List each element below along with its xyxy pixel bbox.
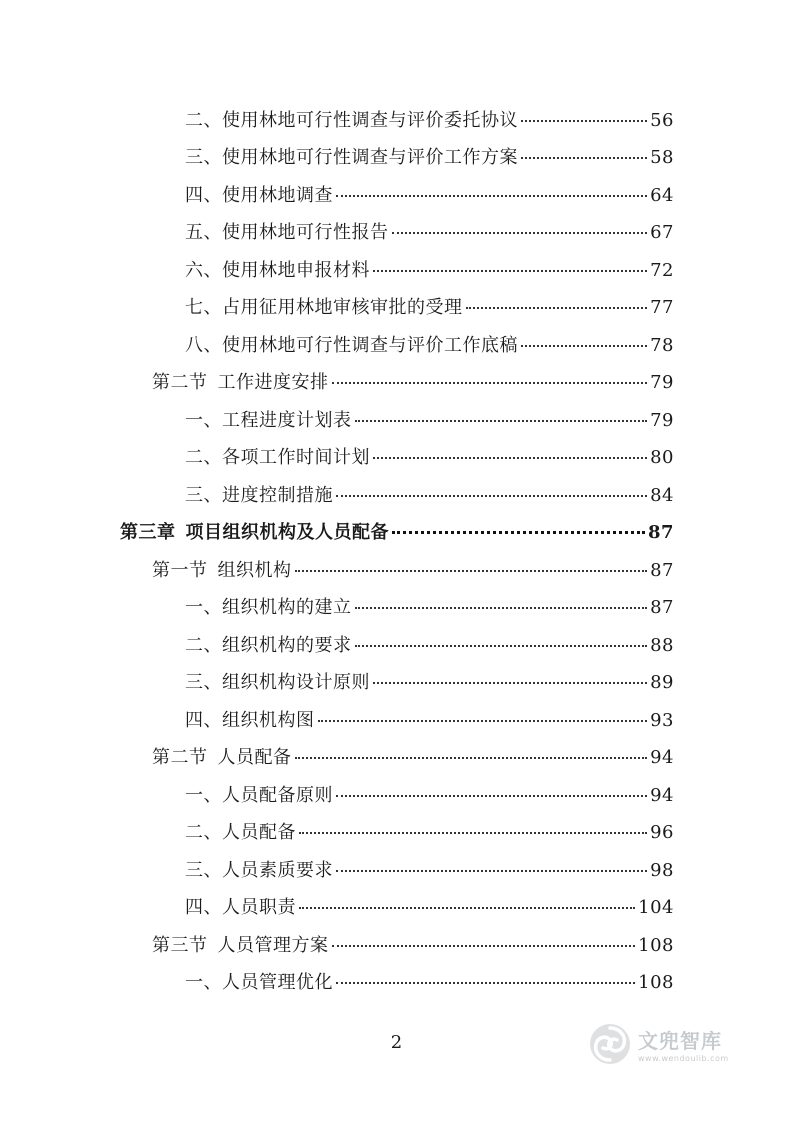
- toc-entry-label: 三、: [185, 484, 222, 506]
- toc-page-number: 93: [650, 709, 674, 731]
- toc-page-number: 56: [650, 109, 674, 131]
- toc-dot-leader: [295, 757, 648, 759]
- toc-entry-title: [185, 331, 518, 357]
- toc-page-number: 78: [650, 334, 674, 356]
- toc-entry-heading: 人员配备: [222, 822, 296, 844]
- toc-dot-leader: [373, 457, 647, 459]
- toc-entry-title: [185, 406, 352, 432]
- toc-entry-heading: 工作进度安排: [217, 372, 329, 394]
- toc-dot-leader: [355, 420, 648, 422]
- watermark-title: 文兜智库: [638, 1029, 722, 1053]
- toc-entry-item[interactable]: [0, 813, 793, 851]
- toc-entry-heading: 使用林地可行性调查与评价委托协议: [222, 109, 518, 131]
- toc-entry-title: [185, 631, 352, 657]
- toc-dot-leader: [336, 195, 647, 197]
- toc-entry-title: [152, 368, 329, 394]
- toc-dot-leader: [392, 531, 645, 534]
- toc-entry-heading: 占用征用林地审核审批的受理: [222, 297, 463, 319]
- toc-entry-label: 二、: [185, 447, 222, 469]
- toc-entry-heading: 各项工作时间计划: [222, 447, 370, 469]
- toc-dot-leader: [336, 870, 647, 872]
- toc-page-number: 67: [650, 222, 674, 244]
- toc-dot-leader: [318, 720, 648, 722]
- toc-entry-title: [185, 968, 333, 994]
- toc-entry-title: [185, 668, 370, 694]
- toc-entry-label: 一、: [185, 597, 222, 619]
- toc-page-number: 79: [650, 409, 674, 431]
- toc-page-number: 80: [650, 447, 674, 469]
- toc-page-number: 64: [650, 184, 674, 206]
- toc-entry-item[interactable]: [0, 850, 793, 888]
- toc-entry-heading: 人员管理优化: [222, 972, 333, 994]
- toc-entry-title: [152, 556, 292, 582]
- toc-entry-label: 一、: [185, 784, 222, 806]
- toc-entry-section[interactable]: [0, 550, 793, 588]
- toc-dot-leader: [332, 945, 636, 947]
- toc-entry-item[interactable]: [0, 438, 793, 476]
- toc-entry-heading: 使用林地可行性调查与评价工作方案: [222, 147, 518, 169]
- toc-entry-item[interactable]: [0, 400, 793, 438]
- toc-entry-heading: 人员素质要求: [222, 859, 333, 881]
- toc-entry-title: [185, 143, 518, 169]
- toc-dot-leader: [336, 495, 647, 497]
- toc-dot-leader: [299, 907, 635, 909]
- toc-entry-section[interactable]: [0, 925, 793, 963]
- toc-entry-title: [185, 181, 333, 207]
- toc-entry-item[interactable]: [0, 663, 793, 701]
- toc-page-number: 87: [650, 559, 674, 581]
- toc-page-number: 108: [638, 934, 674, 956]
- toc-entry-title: [185, 893, 296, 919]
- toc-entry-title: [185, 593, 352, 619]
- toc-entry-item[interactable]: [0, 250, 793, 288]
- watermark-url: www.wendoulib.com: [638, 1054, 729, 1063]
- toc-entry-item[interactable]: [0, 963, 793, 1001]
- toc-entry-title: [152, 743, 292, 769]
- toc-entry-label: 三、: [185, 147, 222, 169]
- toc-page-number: 94: [650, 747, 674, 769]
- toc-entry-title: [185, 106, 518, 132]
- toc-entry-heading: 工程进度计划表: [222, 409, 352, 431]
- toc-dot-leader: [295, 570, 648, 572]
- toc-dot-leader: [392, 232, 648, 234]
- toc-entry-title: [185, 293, 463, 319]
- toc-entry-heading: 使用林地调查: [222, 184, 333, 206]
- toc-entry-label: 第一节: [152, 559, 208, 581]
- toc-entry-heading: 组织机构: [217, 559, 292, 581]
- toc-entry-label: 六、: [185, 259, 222, 281]
- toc-dot-leader: [466, 307, 648, 309]
- toc-dot-leader: [336, 795, 647, 797]
- toc-entry-title: [185, 706, 315, 732]
- toc-entry-title: [185, 481, 333, 507]
- toc-entry-heading: 使用林地可行性报告: [222, 222, 389, 244]
- toc-entry-label: 三、: [185, 859, 222, 881]
- toc-page-number: 104: [638, 897, 674, 919]
- toc-entry-item[interactable]: [0, 888, 793, 926]
- toc-entry-item[interactable]: [0, 588, 793, 626]
- toc-page-number: 87: [650, 597, 674, 619]
- toc-dot-leader: [355, 607, 648, 609]
- toc-entry-label: 二、: [185, 634, 222, 656]
- toc-entry-label: 七、: [185, 297, 222, 319]
- toc-entry-item[interactable]: [0, 213, 793, 251]
- toc-entry-title: [152, 931, 329, 957]
- toc-entry-section[interactable]: [0, 363, 793, 401]
- toc-page-number: 77: [650, 297, 674, 319]
- toc-entry-heading: 人员职责: [222, 897, 296, 919]
- toc-page-number: 94: [650, 784, 674, 806]
- toc-entry-label: 第二节: [152, 372, 208, 394]
- toc-dot-leader: [373, 682, 647, 684]
- toc-entry-label: 第二节: [152, 747, 208, 769]
- toc-dot-leader: [355, 645, 648, 647]
- toc-dot-leader: [521, 120, 647, 122]
- toc-page-number: 108: [638, 972, 674, 994]
- toc-entry-item[interactable]: [0, 775, 793, 813]
- toc-dot-leader: [373, 270, 647, 272]
- toc-page-number: 72: [650, 259, 674, 281]
- toc-entry-item[interactable]: [0, 625, 793, 663]
- toc-entry-heading: 组织机构设计原则: [222, 672, 370, 694]
- toc-entry-heading: 组织机构的要求: [222, 634, 352, 656]
- toc-entry-heading: 项目组织机构及人员配备: [185, 522, 389, 544]
- toc-entry-item[interactable]: [0, 100, 793, 138]
- toc-dot-leader: [521, 345, 647, 347]
- toc-entry-heading: 组织机构的建立: [222, 597, 352, 619]
- toc-page-number: 88: [650, 634, 674, 656]
- table-of-contents: [0, 100, 793, 1000]
- toc-entry-heading: 人员管理方案: [217, 934, 329, 956]
- toc-entry-item[interactable]: [0, 475, 793, 513]
- toc-page-number: 96: [650, 822, 674, 844]
- toc-entry-label: 三、: [185, 672, 222, 694]
- toc-entry-title: [185, 443, 370, 469]
- toc-entry-label: 四、: [185, 897, 222, 919]
- toc-entry-label: 八、: [185, 334, 222, 356]
- toc-entry-item[interactable]: [0, 700, 793, 738]
- toc-entry-label: 第三章: [120, 522, 176, 544]
- toc-entry-label: 四、: [185, 709, 222, 731]
- toc-entry-title: [185, 256, 370, 282]
- toc-dot-leader: [336, 982, 635, 984]
- toc-entry-item[interactable]: [0, 175, 793, 213]
- swirl-logo-icon: [588, 1022, 632, 1066]
- toc-dot-leader: [299, 832, 647, 834]
- toc-entry-item[interactable]: [0, 138, 793, 176]
- toc-entry-heading: 人员配备原则: [222, 784, 333, 806]
- toc-entry-heading: 组织机构图: [222, 709, 315, 731]
- toc-entry-title: [120, 518, 389, 544]
- toc-page-number: 58: [650, 147, 674, 169]
- toc-entry-label: 第三节: [152, 934, 208, 956]
- toc-dot-leader: [521, 157, 647, 159]
- page-number: 2: [390, 1032, 403, 1053]
- toc-entry-title: [185, 856, 333, 882]
- toc-entry-item[interactable]: [0, 288, 793, 326]
- toc-entry-title: [185, 818, 296, 844]
- toc-entry-section[interactable]: [0, 738, 793, 776]
- toc-entry-title: [185, 218, 389, 244]
- toc-page-number: 89: [650, 672, 674, 694]
- toc-entry-label: 二、: [185, 822, 222, 844]
- toc-entry-label: 二、: [185, 109, 222, 131]
- toc-entry-item[interactable]: [0, 325, 793, 363]
- toc-entry-title: [185, 781, 333, 807]
- toc-page-number: 79: [650, 372, 674, 394]
- watermark: [588, 1022, 729, 1066]
- toc-entry-heading: 使用林地可行性调查与评价工作底稿: [222, 334, 518, 356]
- toc-page-number: 98: [650, 859, 674, 881]
- toc-entry-label: 一、: [185, 409, 222, 431]
- toc-entry-heading: 使用林地申报材料: [222, 259, 370, 281]
- toc-entry-chapter[interactable]: [0, 513, 793, 551]
- toc-page-number: 84: [650, 484, 674, 506]
- toc-entry-heading: 进度控制措施: [222, 484, 333, 506]
- toc-entry-label: 五、: [185, 222, 222, 244]
- toc-dot-leader: [332, 382, 648, 384]
- toc-entry-label: 四、: [185, 184, 222, 206]
- toc-entry-label: 一、: [185, 972, 222, 994]
- toc-entry-heading: 人员配备: [217, 747, 292, 769]
- toc-page-number: 87: [647, 522, 674, 544]
